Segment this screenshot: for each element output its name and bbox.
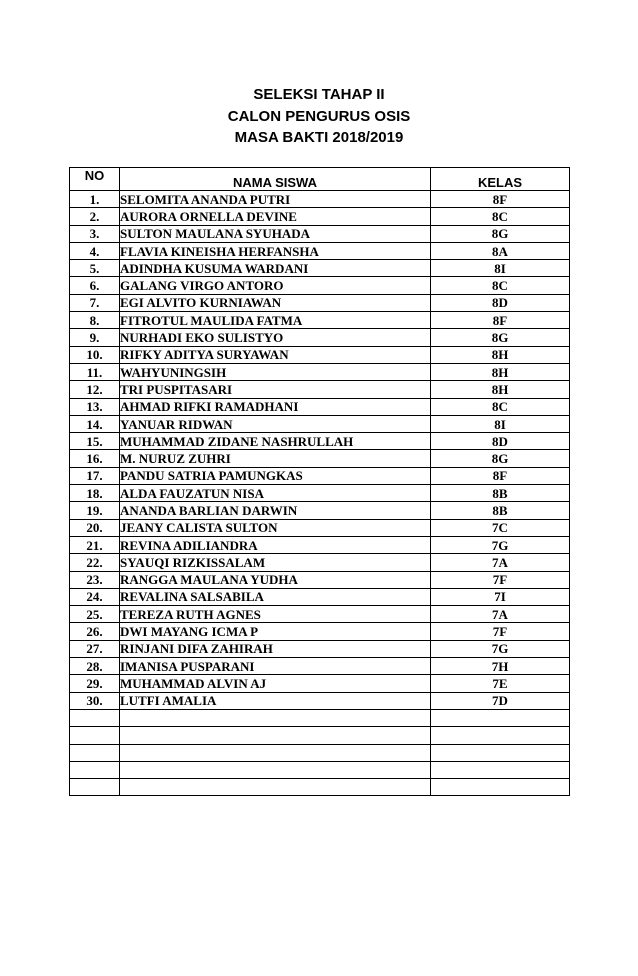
row-number: 1. (70, 191, 120, 208)
row-number: 25. (70, 606, 120, 623)
class-name: 8H (431, 381, 570, 398)
class-name: 8G (431, 329, 570, 346)
class-name: 8D (431, 294, 570, 311)
row-number: 19. (70, 502, 120, 519)
student-name: LUTFI AMALIA (120, 692, 431, 709)
row-number (70, 779, 120, 796)
student-name: ALDA FAUZATUN NISA (120, 485, 431, 502)
row-number (70, 744, 120, 761)
table-row (70, 709, 570, 726)
table-row (70, 398, 570, 415)
class-name: 8I (431, 260, 570, 277)
student-name: DWI MAYANG ICMA P (120, 623, 431, 640)
row-number: 5. (70, 260, 120, 277)
table-row (70, 363, 570, 380)
student-name: AURORA ORNELLA DEVINE (120, 208, 431, 225)
row-number (70, 709, 120, 726)
class-name: 8C (431, 208, 570, 225)
row-number: 16. (70, 450, 120, 467)
table-row (70, 606, 570, 623)
table-row (70, 727, 570, 744)
student-name: TEREZA RUTH AGNES (120, 606, 431, 623)
table-row (70, 779, 570, 796)
student-name: WAHYUNINGSIH (120, 363, 431, 380)
table-header-row (70, 168, 570, 191)
student-name: RIFKY ADITYA SURYAWAN (120, 346, 431, 363)
table-row (70, 260, 570, 277)
student-name: ADINDHA KUSUMA WARDANI (120, 260, 431, 277)
class-name: 7I (431, 588, 570, 605)
row-number: 10. (70, 346, 120, 363)
title-line-2: CALON PENGURUS OSIS (227, 107, 411, 125)
row-number: 8. (70, 312, 120, 329)
class-name: 8F (431, 191, 570, 208)
row-number: 14. (70, 415, 120, 432)
student-name: EGI ALVITO KURNIAWAN (120, 294, 431, 311)
student-name: AHMAD RIFKI RAMADHANI (120, 398, 431, 415)
table-row (70, 744, 570, 761)
table-row (70, 208, 570, 225)
row-number: 4. (70, 242, 120, 259)
table-row (70, 242, 570, 259)
table-row (70, 588, 570, 605)
class-name (431, 727, 570, 744)
class-name: 8I (431, 415, 570, 432)
class-name: 8B (431, 485, 570, 502)
student-name: MUHAMMAD ZIDANE NASHRULLAH (120, 433, 431, 450)
class-name: 8F (431, 312, 570, 329)
table-row (70, 502, 570, 519)
student-name (120, 727, 431, 744)
class-name: 8F (431, 467, 570, 484)
class-name: 7F (431, 571, 570, 588)
student-name: TRI PUSPITASARI (120, 381, 431, 398)
table-row (70, 554, 570, 571)
class-name (431, 709, 570, 726)
table-row (70, 675, 570, 692)
title-line-3: MASA BAKTI 2018/2019 (234, 129, 404, 146)
student-name: FLAVIA KINEISHA HERFANSHA (120, 242, 431, 259)
row-number: 13. (70, 398, 120, 415)
table-row (70, 658, 570, 675)
row-number: 24. (70, 588, 120, 605)
table-row (70, 450, 570, 467)
class-name: 7G (431, 640, 570, 657)
class-name: 7D (431, 692, 570, 709)
table-row (70, 433, 570, 450)
row-number: 6. (70, 277, 120, 294)
class-name (431, 761, 570, 778)
class-name: 8H (431, 363, 570, 380)
row-number: 3. (70, 225, 120, 242)
student-name (120, 744, 431, 761)
row-number (70, 727, 120, 744)
table-row (70, 329, 570, 346)
row-number: 26. (70, 623, 120, 640)
table-row (70, 191, 570, 208)
row-number: 29. (70, 675, 120, 692)
class-name: 8H (431, 346, 570, 363)
student-name: M. NURUZ ZUHRI (120, 450, 431, 467)
student-name: REVALINA SALSABILA (120, 588, 431, 605)
student-name: JEANY CALISTA SULTON (120, 519, 431, 536)
table-row (70, 536, 570, 553)
class-name: 8B (431, 502, 570, 519)
class-name (431, 779, 570, 796)
header-nama-siswa: NAMA SISWA (120, 168, 431, 191)
student-name: RANGGA MAULANA YUDHA (120, 571, 431, 588)
table-row (70, 623, 570, 640)
class-name: 7E (431, 675, 570, 692)
student-name (120, 709, 431, 726)
class-name: 8A (431, 242, 570, 259)
table-row (70, 415, 570, 432)
row-number: 28. (70, 658, 120, 675)
class-name: 8D (431, 433, 570, 450)
class-name: 7C (431, 519, 570, 536)
table-row (70, 485, 570, 502)
row-number: 18. (70, 485, 120, 502)
row-number: 21. (70, 536, 120, 553)
student-table (69, 167, 570, 796)
row-number: 30. (70, 692, 120, 709)
class-name: 7G (431, 536, 570, 553)
student-name: MUHAMMAD ALVIN AJ (120, 675, 431, 692)
student-name: SELOMITA ANANDA PUTRI (120, 191, 431, 208)
student-name: IMANISA PUSPARANI (120, 658, 431, 675)
header-kelas: KELAS (431, 168, 570, 191)
class-name: 8G (431, 225, 570, 242)
row-number: 22. (70, 554, 120, 571)
student-name: SULTON MAULANA SYUHADA (120, 225, 431, 242)
row-number: 9. (70, 329, 120, 346)
table-row (70, 312, 570, 329)
table-row (70, 467, 570, 484)
table-row (70, 692, 570, 709)
table-row (70, 761, 570, 778)
header-no: NO (70, 168, 120, 191)
student-name: REVINA ADILIANDRA (120, 536, 431, 553)
table-body (70, 191, 570, 796)
table-row (70, 294, 570, 311)
row-number: 2. (70, 208, 120, 225)
class-name: 7F (431, 623, 570, 640)
student-name: YANUAR RIDWAN (120, 415, 431, 432)
class-name: 8C (431, 398, 570, 415)
class-name (431, 744, 570, 761)
student-name: RINJANI DIFA ZAHIRAH (120, 640, 431, 657)
student-name: FITROTUL MAULIDA FATMA (120, 312, 431, 329)
document-title (0, 84, 638, 149)
table-row (70, 381, 570, 398)
student-name: GALANG VIRGO ANTORO (120, 277, 431, 294)
row-number: 23. (70, 571, 120, 588)
row-number: 27. (70, 640, 120, 657)
title-line-1: SELEKSI TAHAP II (253, 86, 385, 103)
row-number: 7. (70, 294, 120, 311)
row-number: 12. (70, 381, 120, 398)
row-number: 15. (70, 433, 120, 450)
table-row (70, 519, 570, 536)
class-name: 7H (431, 658, 570, 675)
student-name: PANDU SATRIA PAMUNGKAS (120, 467, 431, 484)
student-name: NURHADI EKO SULISTYO (120, 329, 431, 346)
class-name: 8G (431, 450, 570, 467)
class-name: 8C (431, 277, 570, 294)
row-number: 11. (70, 363, 120, 380)
table-row (70, 277, 570, 294)
table-row (70, 225, 570, 242)
table-row (70, 640, 570, 657)
row-number: 17. (70, 467, 120, 484)
row-number (70, 761, 120, 778)
student-name (120, 761, 431, 778)
class-name: 7A (431, 606, 570, 623)
table-row (70, 346, 570, 363)
student-name: SYAUQI RIZKISSALAM (120, 554, 431, 571)
student-name (120, 779, 431, 796)
table-row (70, 571, 570, 588)
class-name: 7A (431, 554, 570, 571)
student-name: ANANDA BARLIAN DARWIN (120, 502, 431, 519)
row-number: 20. (70, 519, 120, 536)
